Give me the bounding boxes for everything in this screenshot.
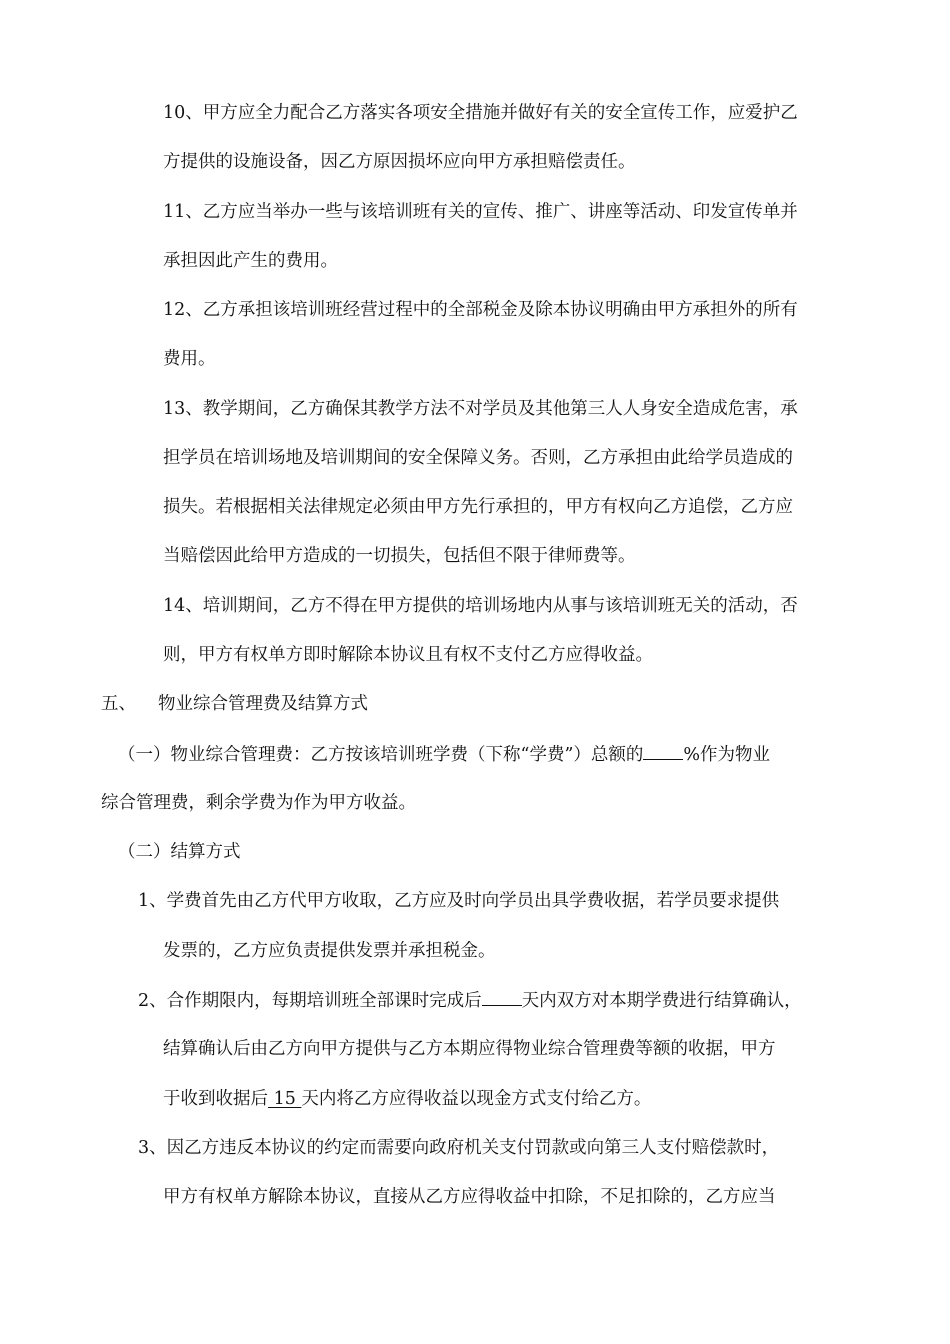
payment-days-value: 15: [268, 1089, 302, 1109]
sub-2-item-2-text-before: 2、合作期限内，每期培训班全部课时完成后: [138, 991, 482, 1011]
section-5-number: 五、: [101, 694, 136, 714]
days-blank: [482, 988, 522, 1006]
item-12-line-2: 费用。: [163, 349, 216, 369]
sub-2-item-2-line-3: [163, 1087, 651, 1111]
item-14-line-2: 则，甲方有权单方即时解除本协议且有权不支付乙方应得收益。: [163, 645, 653, 665]
item-13-line-3: 损失。若根据相关法律规定必须由甲方先行承担的，甲方有权向乙方追偿，乙方应: [163, 497, 793, 517]
sub-2-item-3-line-1: 3、因乙方违反本协议的约定而需要向政府机关支付罚款或向第三人支付赔偿款时，: [138, 1138, 780, 1158]
sub-2-item-1-line-1: 1、学费首先由乙方代甲方收取，乙方应及时向学员出具学费收据，若学员要求提供: [138, 891, 780, 911]
sub-2-item-1-line-2: 发票的，乙方应负责提供发票并承担税金。: [163, 941, 496, 961]
sub-1-text-after: %作为物业: [683, 745, 771, 765]
item-11-line-1: 11、乙方应当举办一些与该培训班有关的宣传、推广、讲座等活动、印发宣传单并: [163, 202, 798, 222]
sub-2-item-2-line-3-after: 天内将乙方应得收益以现金方式支付给乙方。: [301, 1089, 652, 1109]
sub-2-item-2-text-after: 天内双方对本期学费进行结算确认，: [521, 991, 802, 1011]
sub-2-item-2-line-3-before: 于收到收据后: [163, 1089, 268, 1109]
section-5-title: 物业综合管理费及结算方式: [158, 694, 368, 714]
item-10-line-1: 10、甲方应全力配合乙方落实各项安全措施并做好有关的安全宣传工作，应爱护乙: [163, 103, 798, 123]
sub-1-line-2: 综合管理费，剩余学费为作为甲方收益。: [101, 793, 416, 813]
sub-1-line-1: [118, 742, 770, 767]
percentage-blank: [643, 742, 683, 760]
item-13-line-1: 13、教学期间，乙方确保其教学方法不对学员及其他第三人人身安全造成危害，承: [163, 399, 798, 419]
sub-2-item-3-line-2: 甲方有权单方解除本协议，直接从乙方应得收益中扣除，不足扣除的，乙方应当: [163, 1187, 776, 1207]
sub-2-item-2-line-1: [138, 988, 802, 1013]
sub-1-text-before: （一）物业综合管理费：乙方按该培训班学费（下称“学费”）总额的: [118, 745, 644, 765]
sub-2-item-2-line-2: 结算确认后由乙方向甲方提供与乙方本期应得物业综合管理费等额的收据，甲方: [163, 1039, 776, 1059]
item-13-line-2: 担学员在培训场地及培训期间的安全保障义务。否则，乙方承担由此给学员造成的: [163, 448, 793, 468]
item-14-line-1: 14、培训期间，乙方不得在甲方提供的培训场地内从事与该培训班无关的活动，否: [163, 596, 798, 616]
item-13-line-4: 当赔偿因此给甲方造成的一切损失，包括但不限于律师费等。: [163, 546, 636, 566]
sub-2-heading: （二）结算方式: [118, 842, 241, 862]
item-10-line-2: 方提供的设施设备，因乙方原因损坏应向甲方承担赔偿责任。: [163, 152, 636, 172]
item-12-line-1: 12、乙方承担该培训班经营过程中的全部税金及除本协议明确由甲方承担外的所有: [163, 300, 798, 320]
item-11-line-2: 承担因此产生的费用。: [163, 251, 338, 271]
